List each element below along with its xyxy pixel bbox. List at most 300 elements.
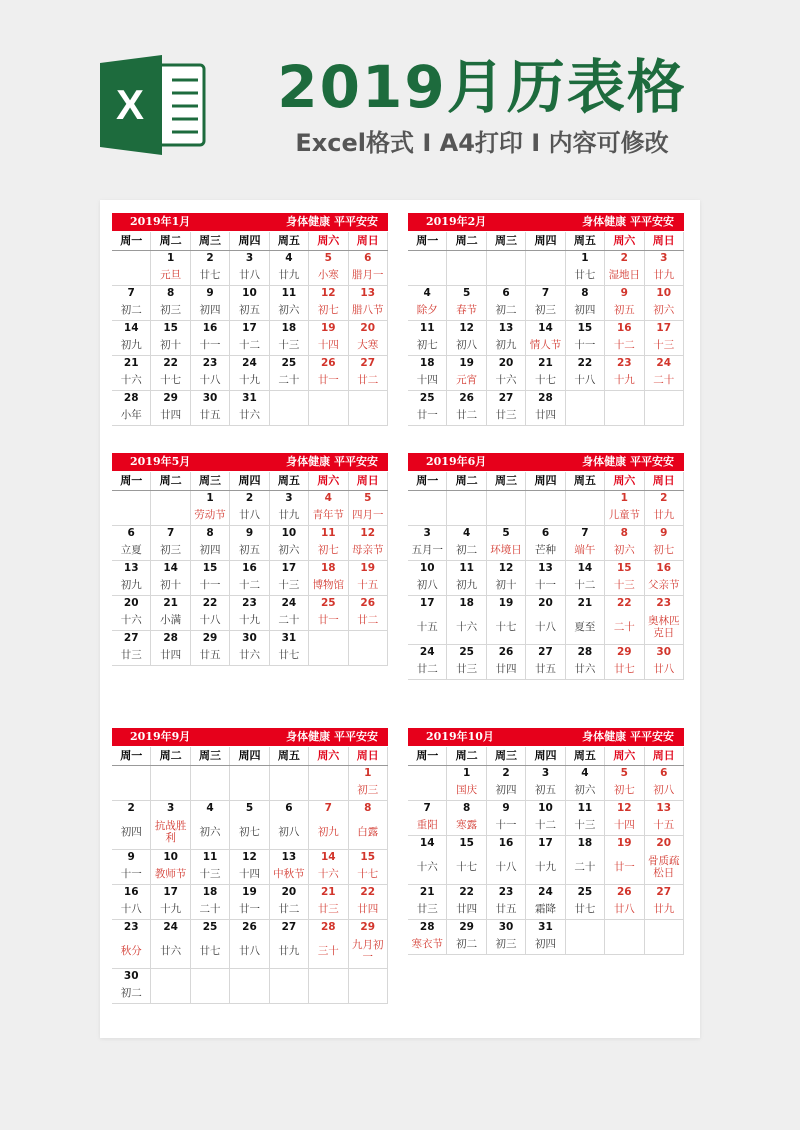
day-number: 17 xyxy=(242,322,257,334)
day-number: 9 xyxy=(245,527,254,539)
lunar-label: 廿五 xyxy=(199,409,221,421)
day-number: 7 xyxy=(541,287,550,299)
lunar-label: 初七 xyxy=(238,826,260,838)
weekday-header-row xyxy=(408,472,684,491)
lunar-label: 廿三 xyxy=(317,903,339,915)
lunar-label: 二十 xyxy=(613,621,635,633)
lunar-label: 小满 xyxy=(160,614,182,626)
hero-banner xyxy=(0,0,800,195)
day-number: 15 xyxy=(459,837,474,849)
day-cell xyxy=(230,850,269,884)
lunar-label: 廿三 xyxy=(495,409,517,421)
lunar-label: 二十 xyxy=(278,614,300,626)
month-calendar xyxy=(408,715,684,950)
day-number: 22 xyxy=(459,886,474,898)
day-number: 24 xyxy=(656,357,672,369)
lunar-label: 廿四 xyxy=(160,409,182,421)
weekday-label: 周六 xyxy=(309,472,348,490)
day-cell xyxy=(645,645,684,679)
lunar-label: 初六 xyxy=(278,304,300,316)
weekday-label: 周一 xyxy=(408,472,447,490)
lunar-label: 廿五 xyxy=(199,649,221,661)
day-cell xyxy=(605,561,644,595)
lunar-label: 奥林匹克日 xyxy=(647,615,680,639)
day-number: 8 xyxy=(364,802,372,814)
lunar-label: 十二 xyxy=(574,579,596,591)
month-grid xyxy=(112,232,388,426)
day-number: 25 xyxy=(281,357,297,369)
day-cell xyxy=(566,251,605,285)
day-cell xyxy=(112,885,151,919)
month-header xyxy=(112,453,388,471)
day-number: 18 xyxy=(419,357,435,369)
lunar-label: 廿一 xyxy=(317,374,339,386)
day-number: 25 xyxy=(321,597,336,609)
day-cell xyxy=(645,391,684,425)
month-calendar xyxy=(112,440,388,670)
day-number: 7 xyxy=(127,287,135,299)
day-cell xyxy=(270,631,309,665)
day-number: 12 xyxy=(360,527,376,539)
day-number: 21 xyxy=(419,886,435,898)
day-number: 26 xyxy=(360,597,376,609)
day-number: 18 xyxy=(281,322,297,334)
day-number: 11 xyxy=(321,527,336,539)
lunar-label: 初九 xyxy=(120,339,142,351)
day-number: 6 xyxy=(541,527,550,539)
day-cell xyxy=(230,801,269,849)
weekday-label: 周三 xyxy=(191,472,230,490)
day-number: 21 xyxy=(123,357,139,369)
day-cell xyxy=(605,596,644,644)
day-number: 29 xyxy=(163,392,178,404)
day-number: 3 xyxy=(541,767,550,779)
day-cell xyxy=(526,920,565,954)
day-number: 4 xyxy=(423,287,431,299)
lunar-label: 十五 xyxy=(653,819,675,831)
day-cell xyxy=(191,920,230,968)
day-number: 27 xyxy=(360,357,376,369)
day-cell xyxy=(487,920,526,954)
day-number: 28 xyxy=(321,921,336,933)
weekday-label: 周四 xyxy=(526,472,565,490)
day-cell xyxy=(447,561,486,595)
day-number: 31 xyxy=(242,392,257,404)
day-cell xyxy=(309,850,348,884)
day-cell xyxy=(487,391,526,425)
weekday-label: 周一 xyxy=(112,232,151,250)
day-cell xyxy=(566,526,605,560)
month-name: 2019年2月 xyxy=(426,215,487,228)
day-number: 29 xyxy=(360,921,376,933)
day-number: 8 xyxy=(166,287,175,299)
lunar-label: 初六 xyxy=(278,544,300,556)
day-number: 6 xyxy=(285,802,293,814)
day-number: 8 xyxy=(206,527,214,539)
day-cell xyxy=(645,251,684,285)
day-number: 15 xyxy=(617,562,632,574)
lunar-label: 十八 xyxy=(120,903,142,915)
day-number: 15 xyxy=(577,322,593,334)
day-cell xyxy=(447,885,486,919)
day-cell xyxy=(349,491,388,525)
lunar-label: 四月一 xyxy=(351,509,384,521)
day-cell xyxy=(447,920,486,954)
weekday-label: 周四 xyxy=(230,747,269,765)
day-number: 20 xyxy=(538,597,553,609)
day-cell xyxy=(151,920,190,968)
day-cell xyxy=(309,526,348,560)
lunar-label: 廿二 xyxy=(357,374,379,386)
day-cell xyxy=(447,766,486,800)
lunar-label: 十六 xyxy=(120,374,142,386)
weekday-header-row xyxy=(112,232,388,251)
day-cell xyxy=(526,286,565,320)
weekday-label: 周五 xyxy=(566,472,605,490)
week-row xyxy=(112,391,388,426)
weekday-header-row xyxy=(408,232,684,251)
day-number: 25 xyxy=(577,886,593,898)
day-number: 20 xyxy=(123,597,139,609)
day-cell xyxy=(447,596,486,644)
day-cell xyxy=(487,356,526,390)
day-cell xyxy=(526,491,565,525)
day-cell xyxy=(408,920,447,954)
day-cell xyxy=(566,645,605,679)
lunar-label: 十二 xyxy=(238,339,260,351)
day-number: 26 xyxy=(459,392,474,404)
day-cell xyxy=(349,526,388,560)
day-number: 5 xyxy=(462,287,471,299)
day-cell xyxy=(349,321,388,355)
day-number: 19 xyxy=(498,597,514,609)
day-number: 6 xyxy=(364,252,372,264)
month-header xyxy=(112,728,388,746)
lunar-label: 初六 xyxy=(574,784,596,796)
week-row xyxy=(408,491,684,526)
lunar-label: 十六 xyxy=(416,861,438,873)
weekday-label: 周六 xyxy=(309,232,348,250)
day-cell xyxy=(645,526,684,560)
month-grid xyxy=(408,747,684,955)
day-cell xyxy=(191,801,230,849)
lunar-label: 二十 xyxy=(574,861,596,873)
day-number: 13 xyxy=(360,287,376,299)
day-cell xyxy=(526,561,565,595)
day-cell xyxy=(112,561,151,595)
month-calendar xyxy=(408,200,684,430)
weekday-label: 周四 xyxy=(526,232,565,250)
day-cell xyxy=(270,356,309,390)
day-cell xyxy=(230,885,269,919)
lunar-label: 十三 xyxy=(278,339,300,351)
day-cell xyxy=(605,391,644,425)
week-row xyxy=(408,321,684,356)
weekday-label: 周四 xyxy=(230,232,269,250)
day-cell xyxy=(645,836,684,884)
week-row xyxy=(408,645,684,680)
day-cell xyxy=(566,321,605,355)
day-number: 1 xyxy=(364,767,372,779)
day-cell xyxy=(605,526,644,560)
day-cell xyxy=(526,836,565,884)
day-number: 19 xyxy=(617,837,632,849)
weekday-label: 周四 xyxy=(526,747,565,765)
week-row xyxy=(408,251,684,286)
month-name: 2019年6月 xyxy=(426,455,487,468)
day-cell xyxy=(408,836,447,884)
day-number: 17 xyxy=(419,597,435,609)
day-cell xyxy=(566,561,605,595)
lunar-label: 湿地日 xyxy=(608,269,641,281)
day-cell xyxy=(645,356,684,390)
lunar-label: 十四 xyxy=(416,374,438,386)
day-number: 14 xyxy=(321,851,336,863)
day-number: 14 xyxy=(123,322,139,334)
day-cell xyxy=(112,969,151,1003)
day-number: 17 xyxy=(538,837,553,849)
weekday-label: 周三 xyxy=(487,232,526,250)
day-number: 20 xyxy=(360,322,376,334)
weekday-label: 周二 xyxy=(151,472,190,490)
lunar-label: 九月初一 xyxy=(351,939,384,963)
day-number: 24 xyxy=(281,597,297,609)
day-number: 9 xyxy=(502,802,510,814)
month-motto: 身体健康 平平安安 xyxy=(582,215,674,228)
day-number: 4 xyxy=(581,767,589,779)
day-number: 28 xyxy=(538,392,553,404)
day-number: 2 xyxy=(127,802,135,814)
day-cell xyxy=(270,596,309,630)
day-cell xyxy=(309,491,348,525)
day-number: 21 xyxy=(321,886,336,898)
weekday-label: 周二 xyxy=(151,232,190,250)
day-number: 8 xyxy=(462,802,471,814)
weekday-label: 周日 xyxy=(349,232,388,250)
lunar-label: 初七 xyxy=(653,544,675,556)
weekday-label: 周一 xyxy=(112,472,151,490)
day-cell xyxy=(408,801,447,835)
lunar-label: 重阳 xyxy=(416,819,438,831)
day-cell xyxy=(230,631,269,665)
day-cell xyxy=(645,920,684,954)
day-cell xyxy=(566,920,605,954)
day-number: 16 xyxy=(202,322,218,334)
day-cell xyxy=(191,596,230,630)
day-cell xyxy=(151,561,190,595)
lunar-label: 初二 xyxy=(495,304,517,316)
day-number: 8 xyxy=(581,287,589,299)
lunar-label: 廿七 xyxy=(199,269,221,281)
week-row xyxy=(112,356,388,391)
day-number: 24 xyxy=(419,646,435,658)
day-cell xyxy=(270,885,309,919)
week-row xyxy=(112,596,388,631)
day-number: 23 xyxy=(242,597,257,609)
lunar-label: 廿九 xyxy=(653,903,675,915)
day-cell xyxy=(270,561,309,595)
day-cell xyxy=(526,251,565,285)
lunar-label: 廿五 xyxy=(495,903,517,915)
day-cell xyxy=(191,251,230,285)
day-cell xyxy=(270,850,309,884)
month-header xyxy=(408,453,684,471)
lunar-label: 十二 xyxy=(238,579,260,591)
day-number: 15 xyxy=(360,851,376,863)
lunar-label: 十三 xyxy=(278,579,300,591)
day-number: 13 xyxy=(281,851,297,863)
day-number: 30 xyxy=(123,970,139,982)
lunar-label: 廿二 xyxy=(357,614,379,626)
lunar-label: 除夕 xyxy=(416,304,438,316)
week-row xyxy=(112,766,388,801)
lunar-label: 廿九 xyxy=(653,269,675,281)
day-number: 7 xyxy=(581,527,589,539)
weekday-label: 周日 xyxy=(645,232,684,250)
month-motto: 身体健康 平平安安 xyxy=(582,730,674,743)
day-number: 13 xyxy=(498,322,514,334)
day-number: 5 xyxy=(364,492,372,504)
day-cell xyxy=(408,391,447,425)
lunar-label: 十六 xyxy=(456,621,478,633)
day-number: 29 xyxy=(202,632,218,644)
day-cell xyxy=(645,561,684,595)
day-cell xyxy=(309,920,348,968)
day-cell xyxy=(151,526,190,560)
lunar-label: 廿九 xyxy=(653,509,675,521)
day-cell xyxy=(349,969,388,1003)
day-number: 30 xyxy=(202,392,218,404)
lunar-label: 十九 xyxy=(160,903,182,915)
day-number: 6 xyxy=(127,527,135,539)
day-cell xyxy=(408,356,447,390)
day-number: 6 xyxy=(502,287,510,299)
day-cell xyxy=(526,526,565,560)
day-number: 18 xyxy=(321,562,336,574)
day-number: 26 xyxy=(498,646,514,658)
week-row xyxy=(408,920,684,955)
day-cell xyxy=(191,526,230,560)
day-cell xyxy=(447,286,486,320)
day-cell xyxy=(309,596,348,630)
week-row xyxy=(408,885,684,920)
lunar-label: 廿八 xyxy=(238,945,260,957)
day-number: 12 xyxy=(498,562,514,574)
day-cell xyxy=(487,491,526,525)
day-cell xyxy=(566,885,605,919)
lunar-label: 初九 xyxy=(456,579,478,591)
day-cell xyxy=(408,286,447,320)
lunar-label: 十九 xyxy=(238,374,260,386)
lunar-label: 元旦 xyxy=(160,269,182,281)
excel-icon xyxy=(100,55,210,155)
weekday-label: 周二 xyxy=(151,747,190,765)
lunar-label: 廿一 xyxy=(416,409,438,421)
day-cell xyxy=(605,645,644,679)
day-cell xyxy=(230,286,269,320)
day-number: 13 xyxy=(123,562,139,574)
lunar-label: 腊月一 xyxy=(351,269,384,281)
day-number: 19 xyxy=(360,562,376,574)
day-number: 2 xyxy=(620,252,628,264)
day-cell xyxy=(605,766,644,800)
lunar-label: 十一 xyxy=(534,579,556,591)
lunar-label: 十四 xyxy=(317,339,339,351)
day-cell xyxy=(112,766,151,800)
lunar-label: 廿三 xyxy=(456,663,478,675)
week-row xyxy=(408,766,684,801)
day-number: 10 xyxy=(419,562,435,574)
day-number: 14 xyxy=(419,837,435,849)
weekday-label: 周五 xyxy=(566,232,605,250)
day-number: 25 xyxy=(459,646,474,658)
lunar-label: 儿童节 xyxy=(608,509,641,521)
lunar-label: 青年节 xyxy=(312,509,345,521)
day-cell xyxy=(566,596,605,644)
day-number: 22 xyxy=(617,597,632,609)
day-number: 7 xyxy=(324,802,332,814)
day-cell xyxy=(270,766,309,800)
day-number: 30 xyxy=(242,632,257,644)
day-cell xyxy=(349,286,388,320)
page-subtitle: Excel格式 I A4打印 I 内容可修改 xyxy=(295,129,669,157)
day-cell xyxy=(230,526,269,560)
lunar-label: 十一 xyxy=(574,339,596,351)
lunar-label: 三十 xyxy=(317,945,339,957)
lunar-label: 廿八 xyxy=(613,903,635,915)
weekday-label: 周二 xyxy=(447,232,486,250)
day-number: 23 xyxy=(617,357,632,369)
lunar-label: 廿二 xyxy=(416,663,438,675)
day-number: 5 xyxy=(245,802,254,814)
day-cell xyxy=(230,251,269,285)
day-cell xyxy=(605,885,644,919)
day-number: 11 xyxy=(577,802,593,814)
month-name: 2019年10月 xyxy=(426,730,494,743)
week-row xyxy=(112,286,388,321)
day-number: 12 xyxy=(321,287,336,299)
day-cell xyxy=(191,631,230,665)
day-cell xyxy=(191,321,230,355)
day-number: 22 xyxy=(577,357,593,369)
weekday-label: 周五 xyxy=(270,232,309,250)
day-cell xyxy=(230,321,269,355)
day-number: 3 xyxy=(166,802,175,814)
day-cell xyxy=(566,286,605,320)
day-cell xyxy=(230,766,269,800)
lunar-label: 廿九 xyxy=(278,945,300,957)
lunar-label: 十七 xyxy=(357,868,379,880)
week-row xyxy=(408,286,684,321)
day-number: 4 xyxy=(206,802,214,814)
excel-icon-letter: X xyxy=(115,81,145,128)
lunar-label: 初八 xyxy=(278,826,300,838)
lunar-label: 初七 xyxy=(317,304,339,316)
day-cell xyxy=(151,251,190,285)
day-cell xyxy=(566,836,605,884)
day-cell xyxy=(151,850,190,884)
day-number: 15 xyxy=(202,562,218,574)
day-number: 26 xyxy=(242,921,257,933)
lunar-label: 初四 xyxy=(199,544,221,556)
day-cell xyxy=(408,596,447,644)
day-number: 25 xyxy=(419,392,435,404)
lunar-label: 初四 xyxy=(120,826,142,838)
lunar-label: 廿六 xyxy=(238,409,260,421)
day-number: 28 xyxy=(419,921,435,933)
lunar-label: 廿一 xyxy=(613,861,635,873)
day-number: 19 xyxy=(242,886,257,898)
